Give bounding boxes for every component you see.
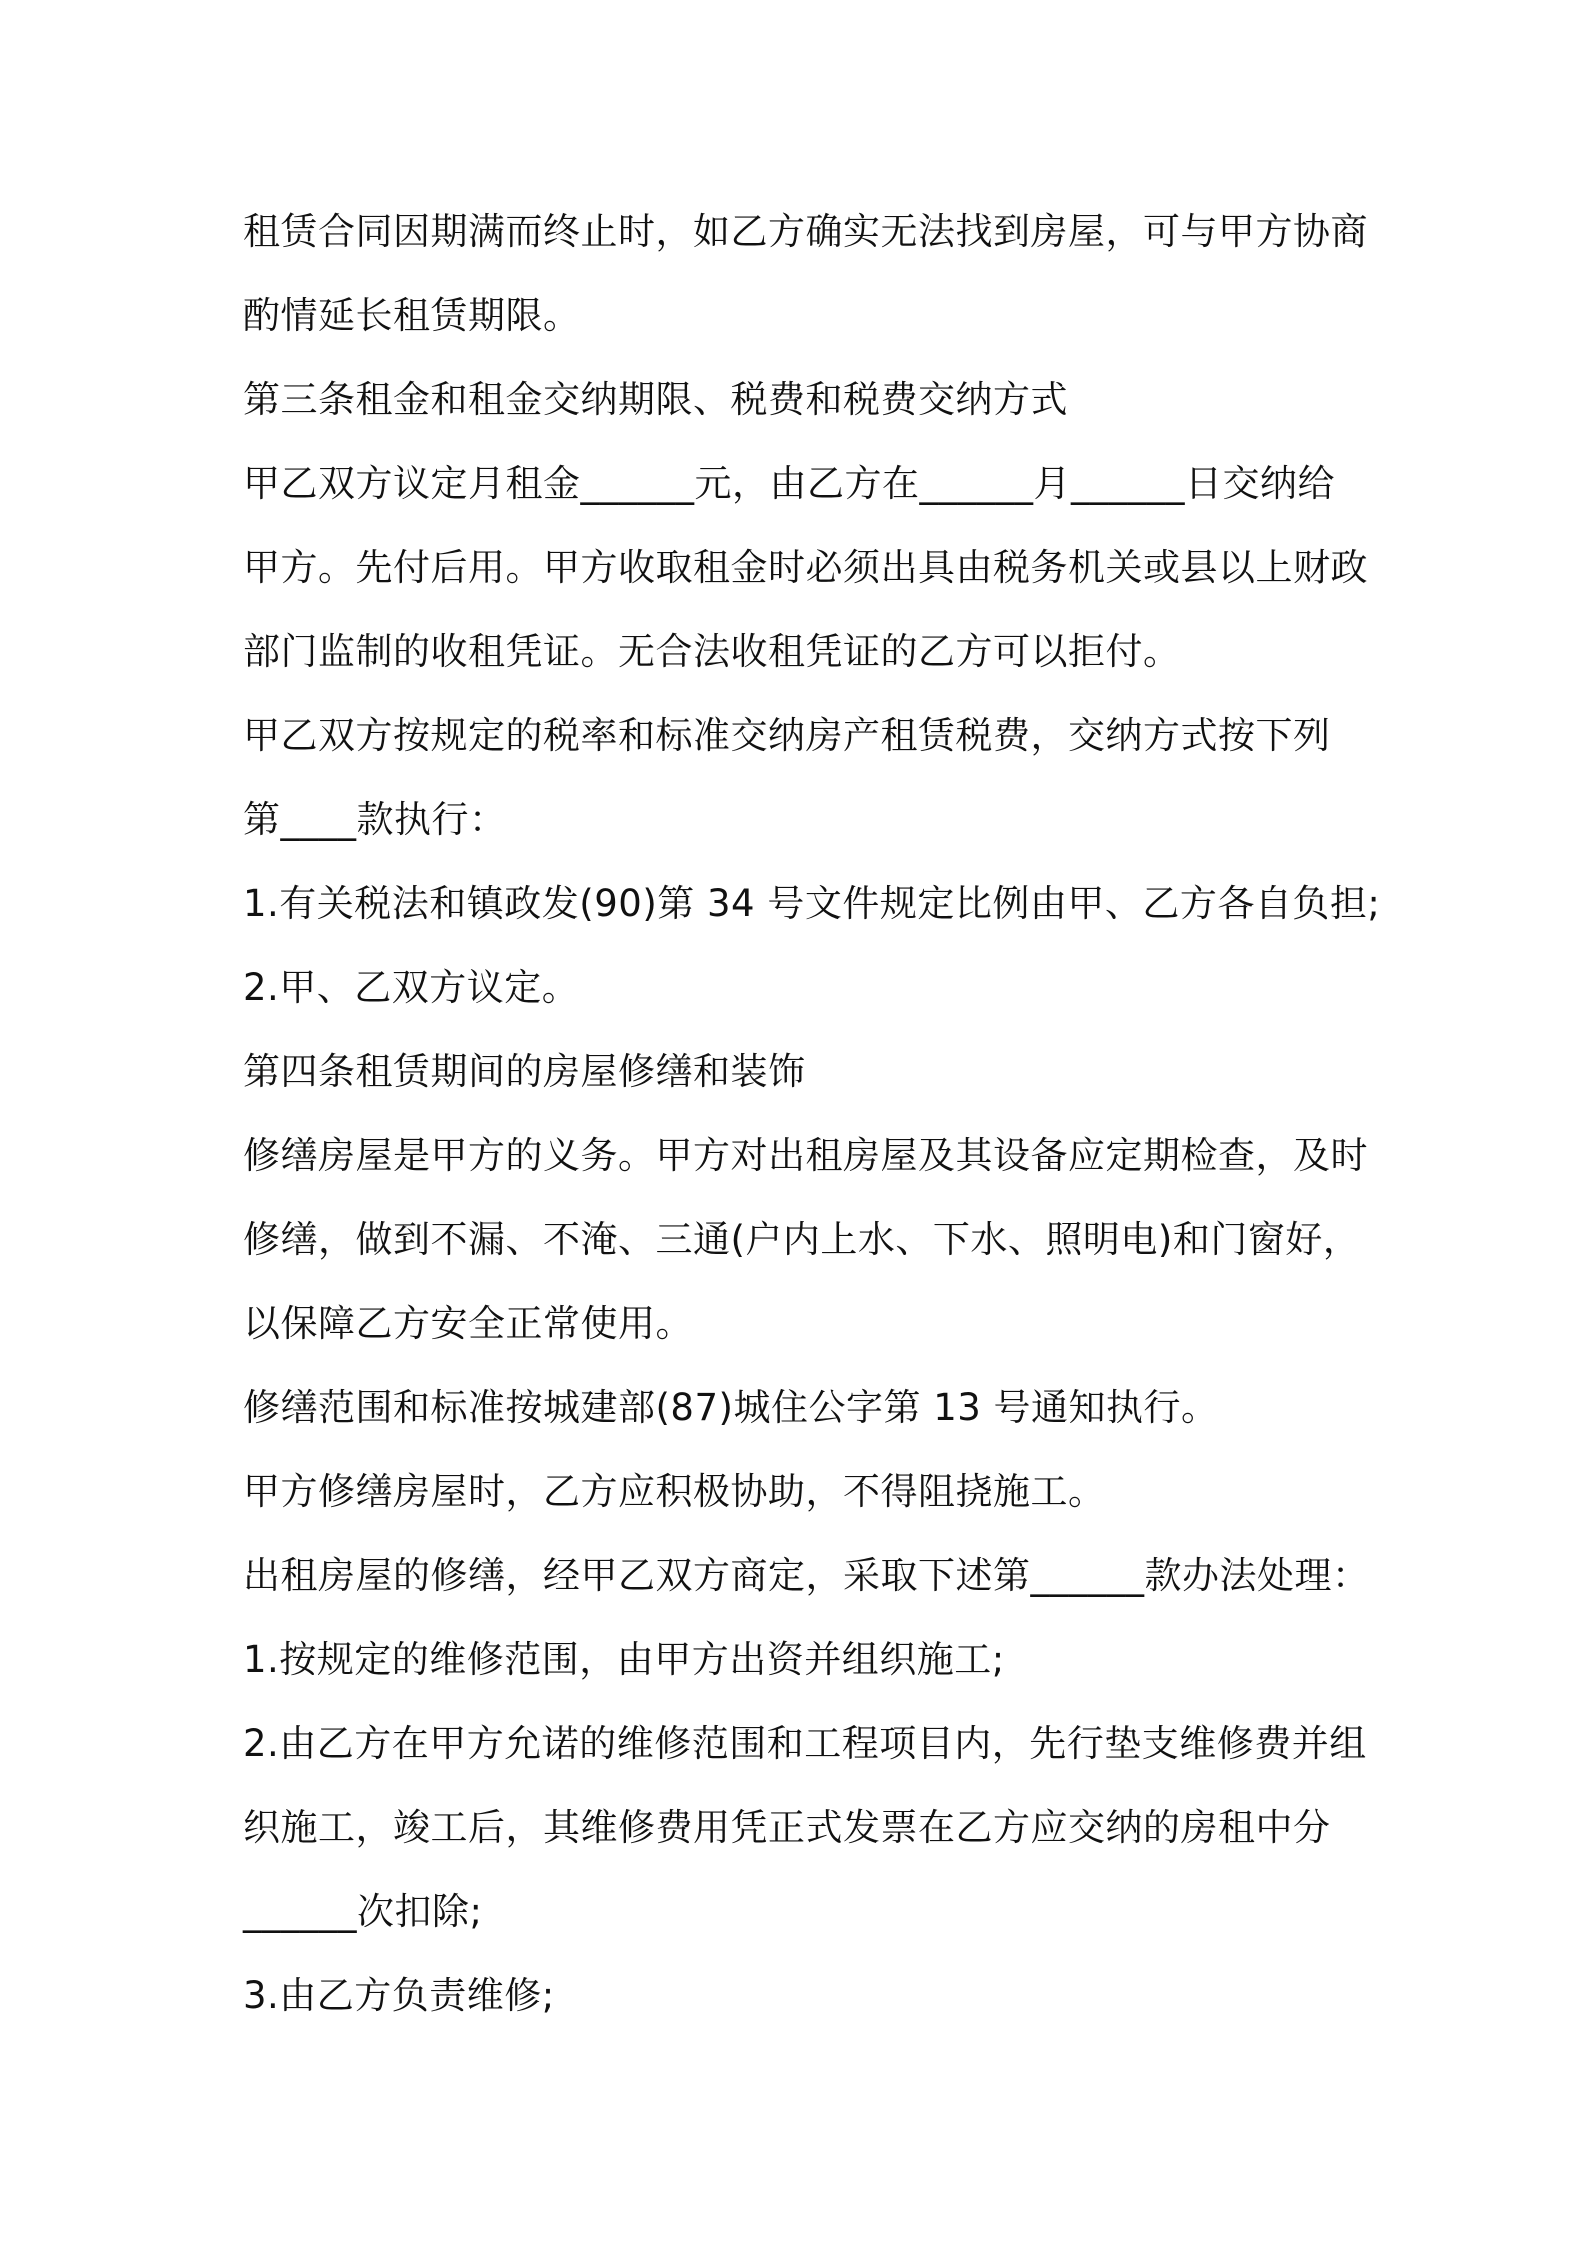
repair-option-1: 1.按规定的维修范围，由甲方出资并组织施工; [243,1638,1005,1681]
list-item-2: 2.甲、乙双方议定。 [243,966,580,1009]
repair-option-3: 3.由乙方负责维修; [243,1974,555,2017]
repair-option-2-cont: 织施工，竣工后，其维修费用凭正式发票在乙方应交纳的房租中分 [243,1806,1331,1849]
text-line-2: 酌情延长租赁期限。 [243,294,581,337]
text-line-15: 修缮范围和标准按城建部(87)城住公字第 13 号通知执行。 [243,1386,1219,1429]
text-line-13: 修缮，做到不漏、不淹、三通(户内上水、下水、照明电)和门窗好， [243,1218,1361,1261]
text-line-5: 甲方。先付后用。甲方收取租金时必须出具由税务机关或县以上财政 [243,546,1368,589]
text-line-4: 甲乙双方议定月租金______元，由乙方在______月______日交纳给 [243,462,1335,505]
repair-option-2: 2.由乙方在甲方允诺的维修范围和工程项目内，先行垫支维修费并组 [243,1722,1367,1765]
list-item-1: 1.有关税法和镇政发(90)第 34 号文件规定比例由甲、乙方各自负担; [243,882,1381,925]
section-heading-article-3: 第三条租金和租金交纳期限、税费和税费交纳方式 [243,378,1068,421]
text-line-17: 出租房屋的修缮，经甲乙双方商定，采取下述第______款办法处理： [243,1554,1370,1597]
text-line-7: 甲乙双方按规定的税率和标准交纳房产租赁税费，交纳方式按下列 [243,714,1331,757]
text-line-1: 租赁合同因期满而终止时，如乙方确实无法找到房屋，可与甲方协商 [243,210,1368,253]
text-line-12: 修缮房屋是甲方的义务。甲方对出租房屋及其设备应定期检查，及时 [243,1134,1368,1177]
text-line-8: 第____款执行： [243,798,507,841]
document-body [243,190,1381,2038]
section-heading-article-4: 第四条租赁期间的房屋修缮和装饰 [243,1050,806,1093]
repair-option-2-end: ______次扣除; [243,1890,483,1933]
text-line-16: 甲方修缮房屋时，乙方应积极协助，不得阻挠施工。 [243,1470,1106,1513]
text-line-6: 部门监制的收租凭证。无合法收租凭证的乙方可以拒付。 [243,630,1181,673]
text-line-14: 以保障乙方安全正常使用。 [243,1302,693,1345]
